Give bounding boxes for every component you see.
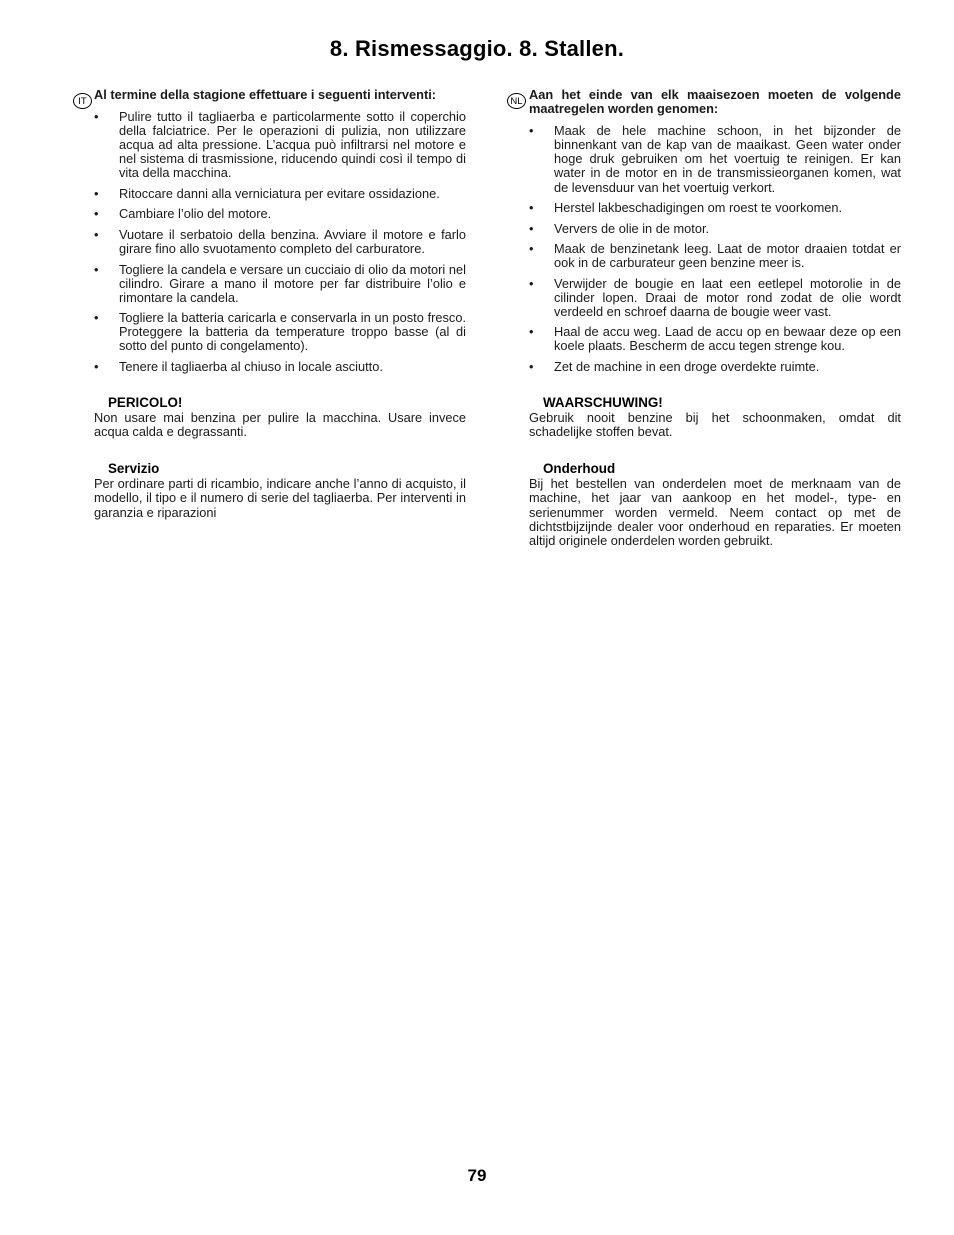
warning-text: Gebruik nooit benzine bij het schoonmaken, omdat dit schadelijke stoffen bevat. xyxy=(529,410,901,440)
warning-section xyxy=(529,396,901,439)
warning-section xyxy=(94,396,466,439)
bullet-icon: • xyxy=(529,324,534,340)
bullet-icon: • xyxy=(94,226,99,242)
service-heading: Onderhoud xyxy=(543,461,616,477)
list-item: • Zet de machine in een droge overdekte ruimte. xyxy=(529,358,820,374)
service-section xyxy=(529,462,901,548)
list-item: • Vuotare il serbatoio della benzina. Avviare il motore e farlo girare fino allo svuotamento completo del carburatore. xyxy=(94,226,466,257)
bullet-icon: • xyxy=(94,206,99,222)
service-text: Bij het bestellen van onderdelen moet de merknaam van de machine, het jaar van aankoop en het model-, type- en serienummer worden vermeld. Neem contact op met de dichtstbijzijnde dealer voor onderhoud en reparaties. Er moeten altijd originele onderdelen worden gebruikt. xyxy=(529,476,901,548)
list-item: • Togliere la batteria caricarla e conservarla in un posto fresco. Proteggere la batteria da temperature troppo basse (al di sotto del punto di congelamento). xyxy=(94,310,466,354)
intro-text: Aan het einde van elk maaisezoen moeten de volgende maatregelen worden genomen: xyxy=(529,87,901,117)
list-item: • Haal de accu weg. Laad de accu op en bewaar deze op een koele plaats. Bescherm de accu tegen strenge kou. xyxy=(529,324,901,354)
bullet-icon: • xyxy=(529,358,534,374)
service-heading: Servizio xyxy=(108,461,160,477)
language-badge-it: IT xyxy=(73,93,92,109)
page-title: 8. Rismessaggio. 8. Stallen. xyxy=(329,36,625,61)
page-number: 79 xyxy=(467,1166,487,1185)
bullet-list xyxy=(94,110,466,374)
list-item: • Tenere il tagliaerba al chiuso in locale asciutto. xyxy=(94,358,383,374)
bullet-icon: • xyxy=(529,275,534,291)
intro-text: Al termine della stagione effettuare i seguenti interventi: xyxy=(94,87,437,102)
bullet-icon: • xyxy=(529,123,534,139)
bullet-icon: • xyxy=(94,185,99,201)
bullet-icon: • xyxy=(529,200,534,216)
bullet-icon: • xyxy=(94,261,99,277)
warning-heading: PERICOLO! xyxy=(108,394,183,410)
column-dutch xyxy=(529,88,901,548)
bullet-icon: • xyxy=(529,241,534,257)
list-item: • Maak de benzinetank leeg. Laat de motor draaien totdat er ook in de carburateur geen benzine meer is. xyxy=(529,241,901,271)
list-item: • Maak de hele machine schoon, in het bijzonder de binnenkant van de kap van de maaikast. Geen water onder hoge druk gebruiken om het voertuig te reinigen. Er kan water in de motor en in de transmissieorganen komen, wat de levensduur van het voertuig verkort. xyxy=(529,123,901,195)
service-text: Per ordinare parti di ricambio, indicare anche l’anno di acquisto, il modello, il tipo e il numero di serie del tagliaerba. Per interventi in garanzia e riparazioni xyxy=(94,476,466,520)
list-item: • Verwijder de bougie en laat een eetlepel motorolie in de cilinder lopen. Draai de motor rond zodat de olie wordt verdeeld en schroef daarna de bougie weer vast. xyxy=(529,275,901,319)
bullet-icon: • xyxy=(94,358,99,374)
bullet-icon: • xyxy=(529,220,534,236)
warning-text: Non usare mai benzina per pulire la macchina. Usare invece acqua calda e degrassanti. xyxy=(94,410,466,440)
bullet-icon: • xyxy=(94,109,99,125)
service-section xyxy=(94,462,466,519)
list-item: • Ritoccare danni alla verniciatura per evitare ossidazione. xyxy=(94,185,440,201)
list-item: • Ververs de olie in de motor. xyxy=(529,220,710,236)
warning-heading: WAARSCHUWING! xyxy=(543,394,663,410)
list-item: • Herstel lakbeschadigingen om roest te voorkomen. xyxy=(529,200,843,216)
bullet-list xyxy=(529,124,901,374)
bullet-icon: • xyxy=(94,310,99,326)
list-item: • Cambiare l’olio del motore. xyxy=(94,206,272,222)
list-item: • Pulire tutto il tagliaerba e particolarmente sotto il coperchio della falciatrice. Per le operazioni di pulizia, non utilizzare acqua ad alta pressione. L’acqua può infiltrarsi nel motore e nel sistema di trasmissione, riducendo quindi così il tempo di vita della macchina. xyxy=(94,109,466,181)
column-italian xyxy=(94,88,466,520)
list-item: • Togliere la candela e versare un cucciaio di olio da motori nel cilindro. Girare a mano il motore per far distribuire l’olio e rimontare la candela. xyxy=(94,261,466,305)
language-badge-nl: NL xyxy=(507,93,526,109)
